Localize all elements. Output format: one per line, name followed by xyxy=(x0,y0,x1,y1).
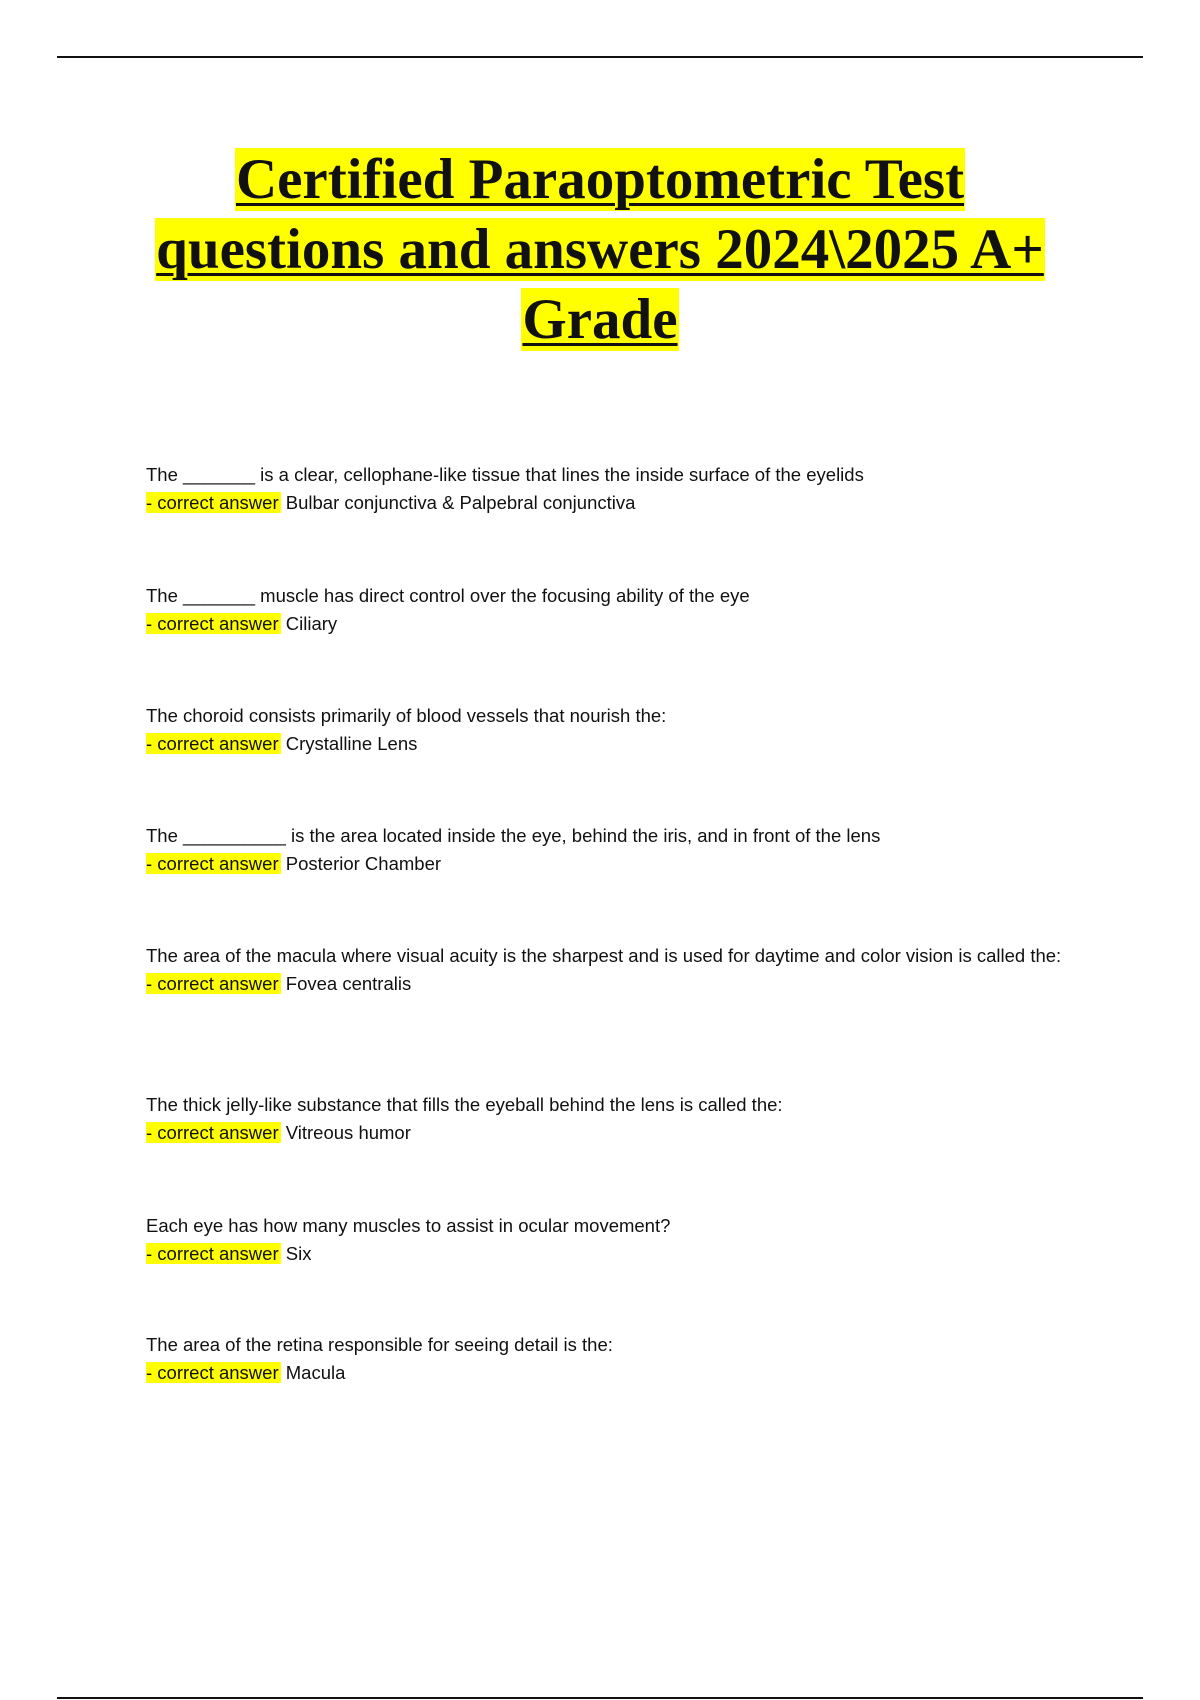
qa-item-6 xyxy=(146,1091,1066,1147)
qa-item-8 xyxy=(146,1331,1066,1387)
qa-item-5 xyxy=(146,942,1066,998)
answer-label: - correct answer xyxy=(146,1243,279,1264)
answer-line xyxy=(146,1359,1066,1387)
answer-label: - correct answer xyxy=(146,973,279,994)
question-text: The _______ is a clear, cellophane-like tissue that lines the inside surface of the eyelids xyxy=(146,464,864,485)
question-text: The _______ muscle has direct control over the focusing ability of the eye xyxy=(146,585,750,606)
answer-text: Ciliary xyxy=(285,613,338,634)
title-line-1: Certified Paraoptometric Test xyxy=(235,148,965,211)
answer-text: Posterior Chamber xyxy=(285,853,442,874)
title-line-3: Grade xyxy=(522,288,678,351)
answer-text: Vitreous humor xyxy=(285,1122,411,1143)
answer-text: Bulbar conjunctiva & Palpebral conjunctiva xyxy=(285,492,636,513)
question-text: Each eye has how many muscles to assist in ocular movement? xyxy=(146,1215,671,1236)
answer-label: - correct answer xyxy=(146,733,279,754)
question-text: The thick jelly-like substance that fills the eyeball behind the lens is called the: xyxy=(146,1094,783,1115)
document-title xyxy=(100,145,1100,355)
qa-item-1 xyxy=(146,461,1066,517)
answer-line xyxy=(146,970,1066,998)
question-text: The __________ is the area located inside the eye, behind the iris, and in front of the lens xyxy=(146,825,881,846)
top-rule xyxy=(57,56,1143,58)
answer-line xyxy=(146,850,1066,878)
question-text: The area of the macula where visual acuity is the sharpest and is used for daytime and color vision is called the: xyxy=(146,945,1062,966)
qa-item-3 xyxy=(146,702,1066,758)
answer-line xyxy=(146,1240,1066,1268)
question-text: The choroid consists primarily of blood vessels that nourish the: xyxy=(146,705,667,726)
bottom-rule xyxy=(57,1697,1143,1699)
answer-label: - correct answer xyxy=(146,853,279,874)
answer-line xyxy=(146,610,1066,638)
answer-text: Crystalline Lens xyxy=(285,733,418,754)
qa-item-4 xyxy=(146,822,1066,878)
answer-line xyxy=(146,730,1066,758)
question-text: The area of the retina responsible for seeing detail is the: xyxy=(146,1334,613,1355)
answer-text: Macula xyxy=(285,1362,346,1383)
answer-line xyxy=(146,489,1066,517)
qa-item-2 xyxy=(146,582,1066,638)
title-line-2: questions and answers 2024\2025 A+ xyxy=(156,218,1044,281)
answer-label: - correct answer xyxy=(146,492,279,513)
answer-text: Fovea centralis xyxy=(285,973,412,994)
answer-text: Six xyxy=(285,1243,312,1264)
answer-label: - correct answer xyxy=(146,1122,279,1143)
answer-label: - correct answer xyxy=(146,613,279,634)
qa-item-7 xyxy=(146,1212,1066,1268)
answer-line xyxy=(146,1119,1066,1147)
answer-label: - correct answer xyxy=(146,1362,279,1383)
